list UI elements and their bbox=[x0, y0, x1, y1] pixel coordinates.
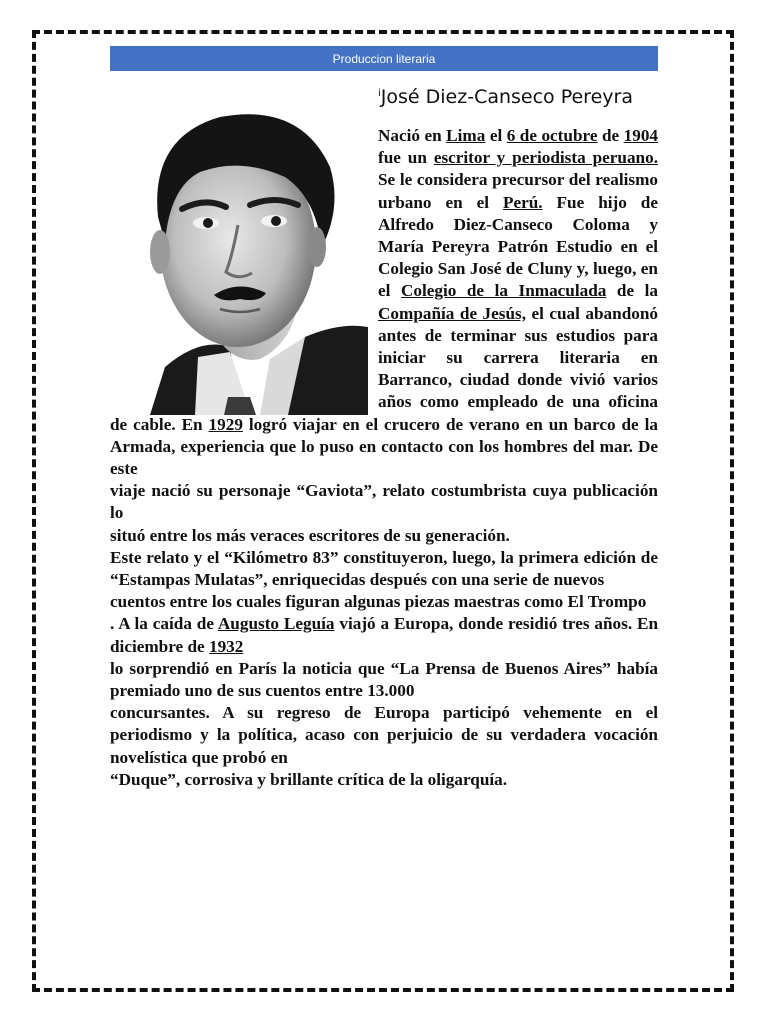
link-colegio-inmaculada[interactable]: Colegio de la Inmaculada bbox=[400, 281, 607, 301]
article-title bbox=[378, 86, 678, 108]
link-compania-jesus[interactable]: Compañía de Jesús, bbox=[378, 303, 526, 323]
link-year-1932[interactable]: 1932 bbox=[208, 636, 244, 656]
cuentos-paragraph: cuentos entre los cuales figuran algunas piezas maestras como El Trompo bbox=[110, 592, 647, 612]
portrait-wrap-spacer bbox=[110, 125, 378, 410]
link-birth-date[interactable]: 6 de octubre bbox=[506, 126, 598, 145]
link-year-1929[interactable]: 1929 bbox=[208, 414, 243, 434]
article-body bbox=[110, 125, 658, 791]
duque-paragraph: “Duque”, corrosiva y brillante crítica de la oligarquía. bbox=[110, 769, 508, 789]
header-banner bbox=[110, 46, 658, 71]
title-footnote-marker: i bbox=[378, 88, 381, 99]
link-augusto-leguia[interactable]: Augusto Leguía bbox=[217, 614, 335, 634]
link-year-1904[interactable]: 1904 bbox=[623, 126, 658, 145]
relato-paragraph: Este relato y el “Kilómetro 83” constituyeron, luego, la primera edición de “Estampas Mulatas”, enriquecidas después con una serie de nuevos bbox=[110, 547, 658, 590]
caida-paragraph: . A la caída de Augusto Leguía viajó a Europa, donde residió tres años. En diciembre de 1932 bbox=[110, 614, 659, 656]
title-text: José Diez-Canseco Pereyra bbox=[380, 86, 633, 108]
gaviota-line: viaje nació su personaje “Gaviota”, relato costumbrista cuya publicación lo bbox=[110, 481, 658, 523]
paris-paragraph: lo sorprendió en París la noticia que “La Prensa de Buenos Aires” había premiado uno de sus cuentos entre 13.000 bbox=[110, 658, 658, 701]
biography-paragraph: Nació en Lima el 6 de octubre de 1904 fue un escritor y periodista peruano. Se le considera precursor del realismo urbano en el Perú. Fue hijo de Alfredo Diez-Canseco Coloma y María Pereyra Patrón Estudio en el Colegio San José de Cluny y, luego, en el Colegio de la Inmaculada de la Compañía de Jesús, el cual abandonó antes de terminar sus estudios para iniciar su carrera literaria en Barranco, ciudad donde vivió varios años como empleado de una oficina de cable. En 1929 logró viajar en el crucero de verano en un barco de la Armada, experiencia que lo puso en contacto con los hombres del mar. De este bbox=[110, 126, 659, 479]
header-label: Produccion literaria bbox=[332, 51, 436, 66]
situo-line: situó entre los más veraces escritores de su generación. bbox=[110, 525, 510, 545]
link-lima[interactable]: Lima bbox=[446, 126, 486, 145]
link-escritor-periodista[interactable]: escritor y periodista peruano. bbox=[433, 148, 658, 168]
link-peru[interactable]: Perú. bbox=[502, 192, 543, 212]
concursantes-paragraph: concursantes. A su regreso de Europa participó vehemente en el periodismo y la política, acaso con perjuicio de su verdadera vocación novelística que probó en bbox=[110, 703, 658, 767]
